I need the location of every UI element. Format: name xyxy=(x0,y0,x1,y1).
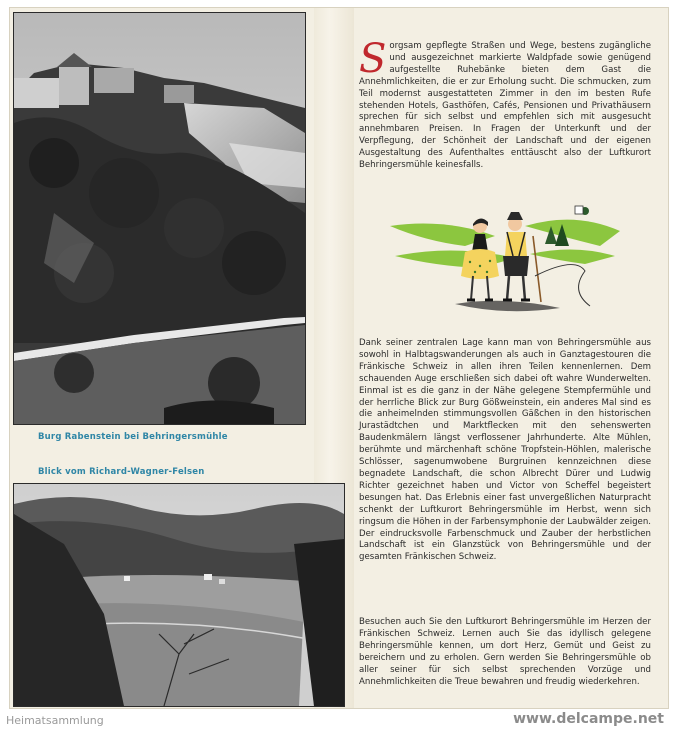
dropcap-initial: S xyxy=(359,36,387,82)
castle-photo-image xyxy=(14,13,305,424)
photo-valley-view xyxy=(13,483,345,707)
paragraph-location: Dank seiner zentralen Lage kann man von Behringersmühle aus sowohl in Halbtagswanderungen als auch in Ganztagestouren die Fränkische Schweiz in allen ihren Teilen kennenlernen. Dem schauenden Auge erschließen sich dabei oft wahre Wunderwelten. Einmal ist es die ganz in der Nähe gelegene Stempfermühle und der herrliche Blick zur Burg Gößweinstein, ein anderes Mal sind es die anheimelnden stimmungsvollen Gäßchen in den historischen Jurastädtchen und Marktflecken mit den sehenswerten Baudenkmälern längst verflossener Jahrhunderte. Alte Mühlen, berühmte und märchenhaft schöne Tropfstein-Höhlen, malerische Schlösser, sagenumwobene Burgruinen kennzeichnen diese begnadete Landschaft, die schon Albrecht Dürer und Ludwig Richter gezeichnet haben und Victor von Scheffel begeistert besungen hat. Das Erlebnis einer fast unvergeßlichen Naturpracht schenkt der Luftkurort Behringersmühle im Herbst, wenn sich ringsum die Höhen in der Farbensymphonie der Laubwälder zeigen. Der eindrucksvolle Farbenschmuck und Zauber der herbstlichen Landschaft ist ein Glanzstück von Behringersmühle und der gesamten Fränkischen Schweiz. xyxy=(359,338,651,563)
paragraph-intro xyxy=(359,36,651,172)
paragraph-closing: Besuchen auch Sie den Luftkurort Behringersmühle im Herzen der Fränkischen Schweiz. Lernen auch Sie das idyllisch gelegene Behringersmühle kennen, um dort Herz, Gemüt und Geist zu bereichern und zu erholen. Gern werden Sie Behringersmühle ob aller seiner für sich selbst sprechenden Vorzüge und Annehmlichkeiten die Treue bewahren und freudig wiederkehren. xyxy=(359,617,651,687)
watermark-left: Heimatsammlung xyxy=(6,714,104,727)
watermark-right: www.delcampe.net xyxy=(513,711,664,727)
paragraph-intro-text: orgsam gepflegte Straßen und Wege, bestens zugängliche und ausgezeichnet markierte Waldpfade sowie genügend aufgestellte Ruhebänke bieten dem Gast die Annehmlichkeiten, die er zur Erholung sucht. Die schmucken, zum Teil modernst ausgestatteten Zimmer in den im besten Rufe stehenden Hotels, Gasthöfen, Cafés, Pensionen und Privathäusern sprechen für sich selbst und empfehlen sich mit ausgesucht annehmbaren Preisen. In Fragen der Unterkunft und der Verpflegung, der Schönheit der Landschaft und der eigenen Ausgestaltung des Aufenthaltes enttäuscht also der Luftkurort Behringersmühle keinesfalls. xyxy=(359,41,651,171)
valley-photo-image xyxy=(14,484,344,706)
brochure-page xyxy=(10,8,668,708)
photo2-caption: Blick vom Richard-Wagner-Felsen xyxy=(38,467,205,477)
couple-drawing xyxy=(385,196,625,331)
hiking-couple-illustration xyxy=(385,196,625,331)
photo-burg-rabenstein xyxy=(13,12,306,425)
photo1-caption: Burg Rabenstein bei Behringersmühle xyxy=(38,432,228,442)
